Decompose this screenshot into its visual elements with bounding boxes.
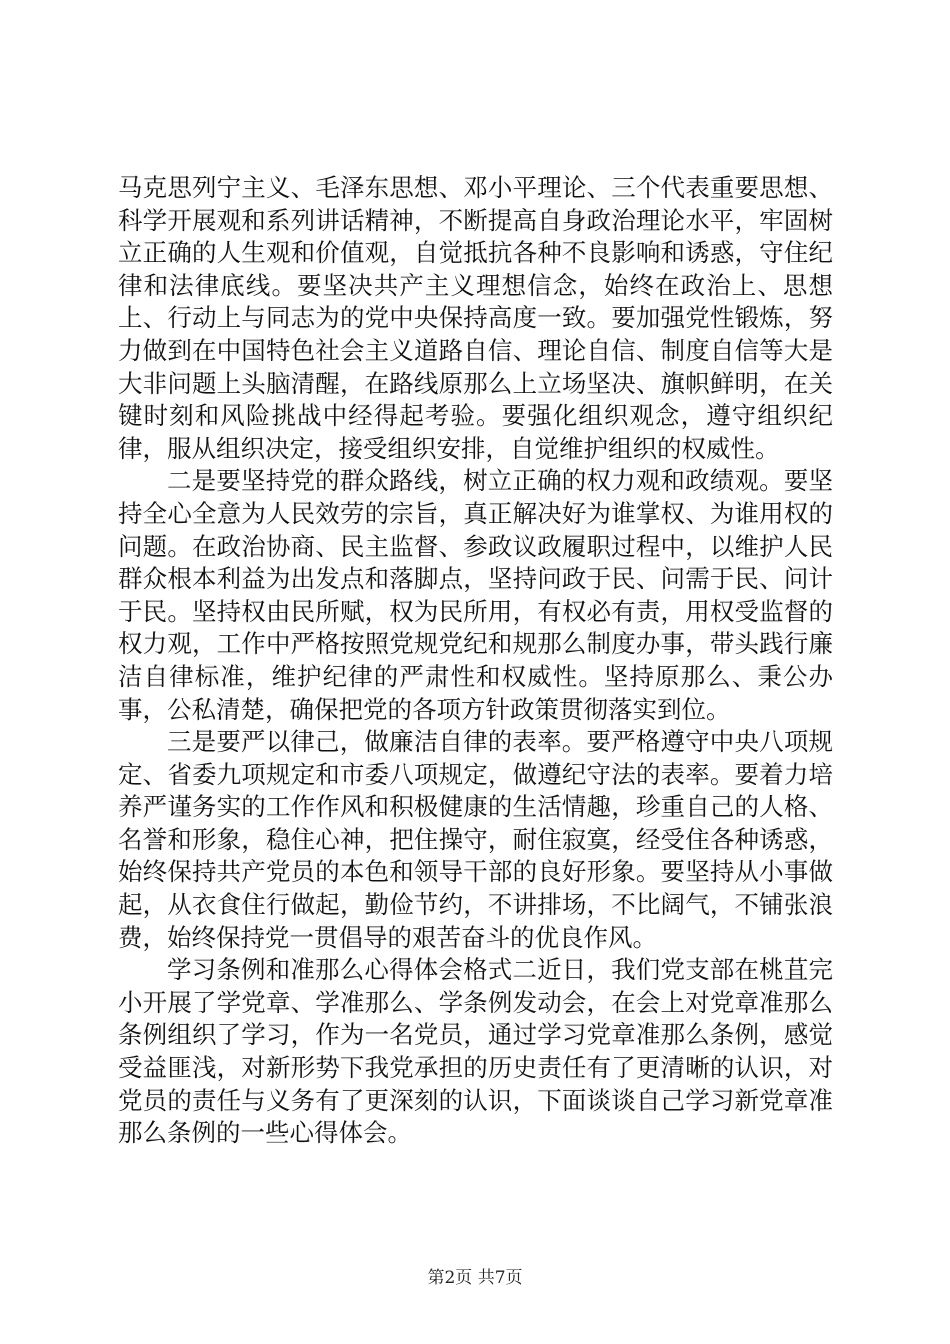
document-body [118,172,833,1150]
paragraph-2: 二是要坚持党的群众路线，树立正确的权力观和政绩观。要坚持全心全意为人民效劳的宗旨，真正解决好为谁掌权、为谁用权的问题。在政治协商、民主监督、参政议政履职过程中，以维护人民群众根本利益为出发点和落脚点，坚持问政于民、问需于民、问计于民。坚持权由民所赋，权为民所用，有权必有责，用权受监督的权力观，工作中严格按照党规党纪和规那么制度办事，带头践行廉洁自律标准，维护纪律的严肃性和权威性。坚持原那么、秉公办事，公私清楚，确保把党的各项方针政策贯彻落实到位。 [118,466,833,724]
page-number-footer: 第2页 共7页 [427,1268,523,1288]
paragraph-4: 学习条例和准那么心得体会格式二近日，我们党支部在桃苴完小开展了学党章、学准那么、学条例发动会，在会上对党章准那么条例组织了学习，作为一名党员，通过学习党章准那么条例，感觉受益匪浅，对新形势下我党承担的历史责任有了更清晰的认识，对党员的责任与义务有了更深刻的认识，下面谈谈自己学习新党章准那么条例的一些心得体会。 [118,955,833,1148]
paragraph-1: 马克思列宁主义、毛泽东思想、邓小平理论、三个代表重要思想、科学开展观和系列讲话精神，不断提高自身政治理论水平，牢固树立正确的人生观和价值观，自觉抵抗各种不良影响和诱惑，守住纪律和法律底线。要坚决共产主义理想信念，始终在政治上、思想上、行动上与同志为的党中央保持高度一致。要加强党性锻炼，努力做到在中国特色社会主义道路自信、理论自信、制度自信等大是大非问题上头脑清醒，在路线原那么上立场坚决、旗帜鲜明，在关键时刻和风险挑战中经得起考验。要强化组织观念，遵守组织纪律，服从组织决定，接受组织安排，自觉维护组织的权威性。 [118,173,833,463]
paragraph-3: 三是要严以律己，做廉洁自律的表率。要严格遵守中央八项规定、省委九项规定和市委八项规定，做遵纪守法的表率。要着力培养严谨务实的工作作风和积极健康的生活情趣，珍重自己的人格、名誉和形象，稳住心神，把住操守，耐住寂寞，经受住各种诱惑，始终保持共产党员的本色和领导干部的良好形象。要坚持从小事做起，从衣食住行做起，勤俭节约，不讲排场，不比阔气，不铺张浪费，始终保持党一贯倡导的艰苦奋斗的优良作风。 [118,727,833,952]
